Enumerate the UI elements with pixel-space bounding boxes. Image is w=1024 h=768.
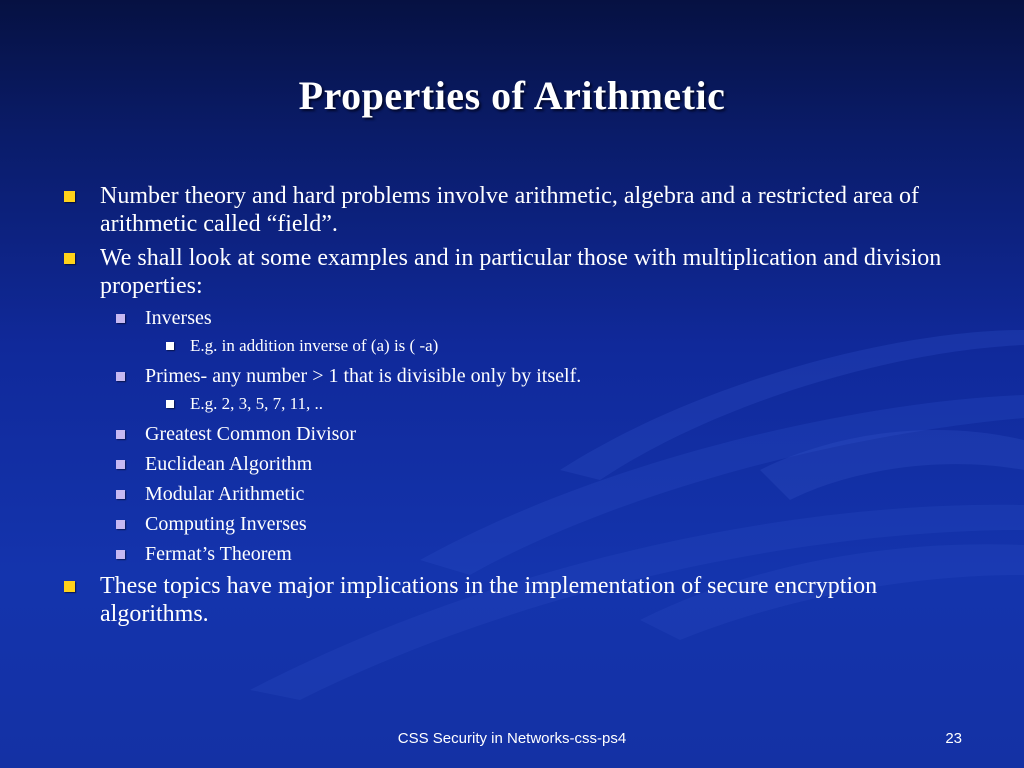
square-bullet-icon xyxy=(64,253,75,264)
square-bullet-icon xyxy=(116,520,125,529)
square-bullet-icon xyxy=(116,460,125,469)
sub-sub-bullet-item xyxy=(190,394,990,414)
square-bullet-icon xyxy=(166,400,174,408)
square-bullet-icon xyxy=(64,581,75,592)
bullet-text: We shall look at some examples and in particular those with multiplication and division properties: xyxy=(100,245,942,299)
square-bullet-icon xyxy=(64,191,75,202)
sub-bullet-text: Euclidean Algorithm xyxy=(145,453,313,475)
slide-number: 23 xyxy=(945,730,962,747)
sub-bullet-text: Primes- any number > 1 that is divisible only by itself. xyxy=(145,365,582,387)
sub-bullet-item xyxy=(145,422,985,446)
bullet-text: Number theory and hard problems involve arithmetic, algebra and a restricted area of arithmetic called “field”. xyxy=(100,183,919,237)
sub-bullet-item xyxy=(145,482,985,506)
bullet-text: These topics have major implications in the implementation of secure encryption algorithms. xyxy=(100,573,878,627)
sub-sub-bullet-item xyxy=(190,336,990,356)
square-bullet-icon xyxy=(116,490,125,499)
square-bullet-icon xyxy=(116,372,125,381)
bullet-item xyxy=(100,182,980,238)
square-bullet-icon xyxy=(116,550,125,559)
square-bullet-icon xyxy=(166,342,174,350)
square-bullet-icon xyxy=(116,314,125,323)
sub-bullet-item xyxy=(145,306,985,330)
sub-bullet-text: Greatest Common Divisor xyxy=(145,423,357,445)
slide-body xyxy=(0,182,1024,634)
bullet-item xyxy=(100,572,980,628)
sub-sub-bullet-text: E.g. 2, 3, 5, 7, 11, .. xyxy=(190,394,324,413)
slide-title: Properties of Arithmetic xyxy=(298,73,726,118)
sub-bullet-text: Modular Arithmetic xyxy=(145,483,305,505)
sub-bullet-item xyxy=(145,512,985,536)
sub-bullet-text: Fermat’s Theorem xyxy=(145,543,292,565)
footer-text: CSS Security in Networks-css-ps4 xyxy=(397,730,627,747)
bullet-item xyxy=(100,244,980,300)
sub-sub-bullet-text: E.g. in addition inverse of (a) is ( -a) xyxy=(190,336,439,355)
sub-bullet-item xyxy=(145,364,985,388)
sub-bullet-text: Computing Inverses xyxy=(145,513,307,535)
sub-bullet-text: Inverses xyxy=(145,307,212,329)
sub-bullet-item xyxy=(145,452,985,476)
square-bullet-icon xyxy=(116,430,125,439)
sub-bullet-item xyxy=(145,542,985,566)
